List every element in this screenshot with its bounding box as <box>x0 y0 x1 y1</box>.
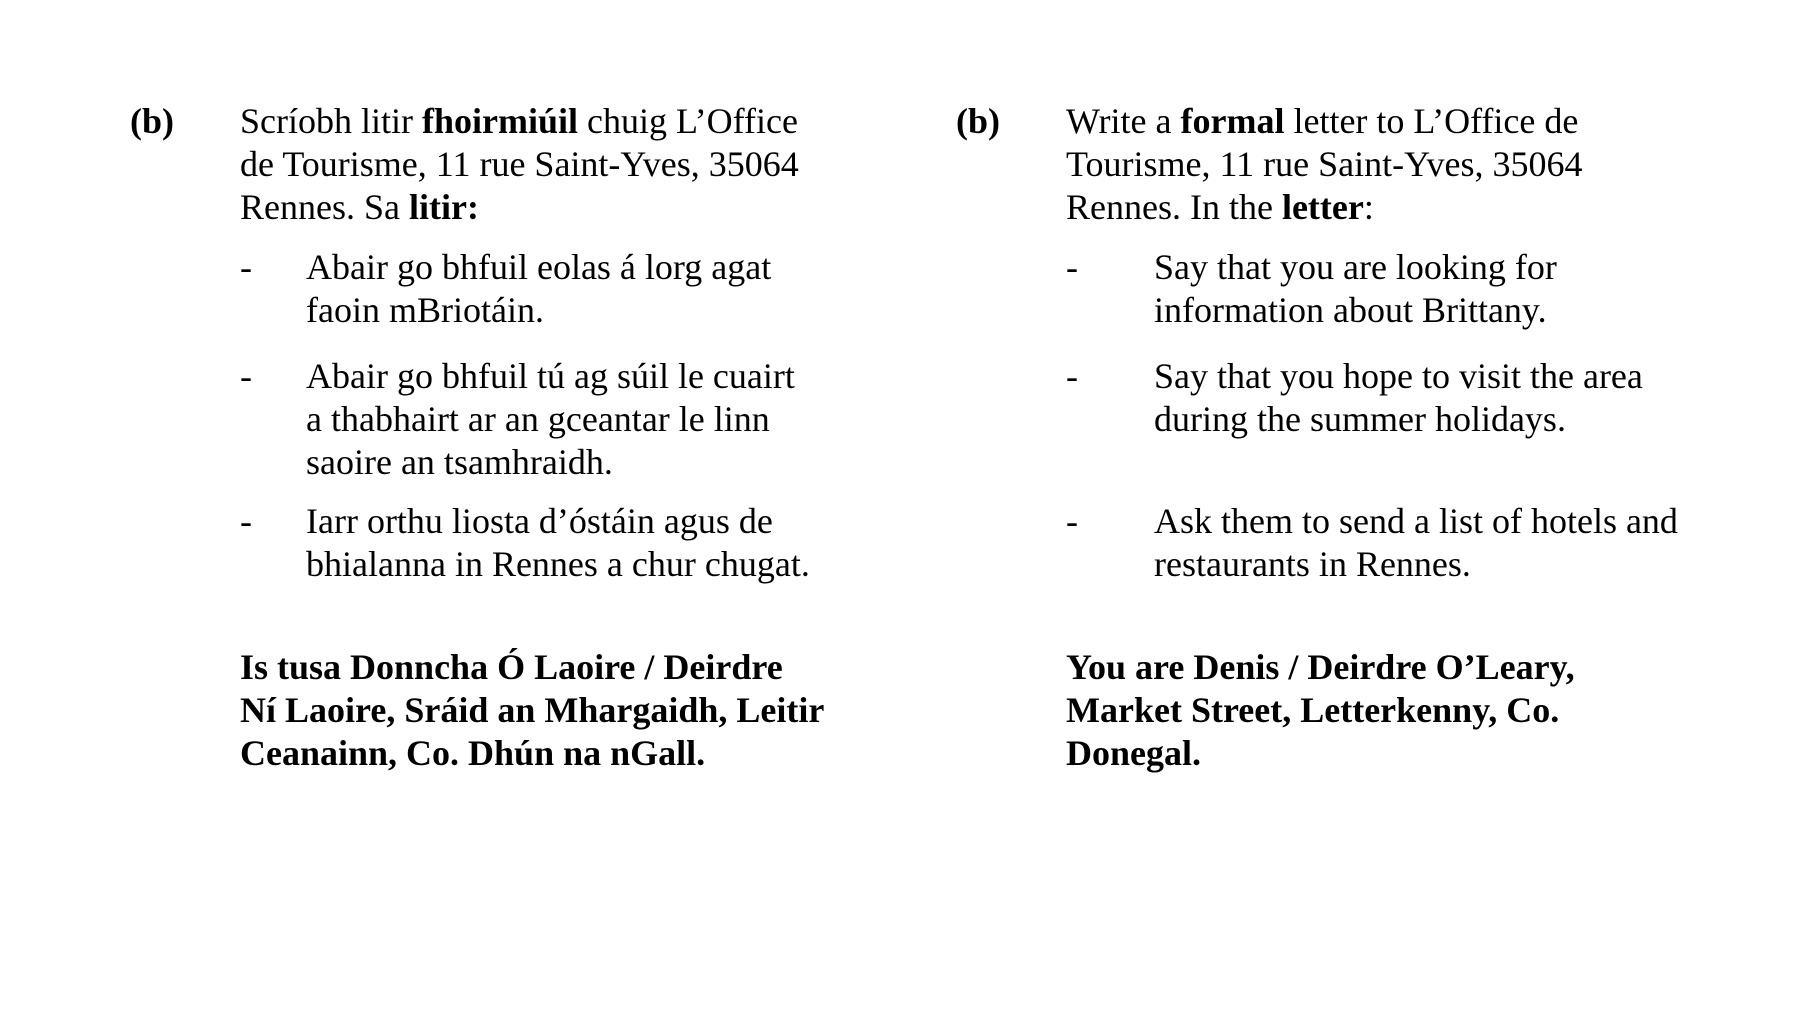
intro-text: chuig L’Office <box>578 101 798 141</box>
bullet-line: information about Brittany. <box>1154 290 1547 330</box>
closing-line: Market Street, Letterkenny, Co. <box>1066 690 1560 730</box>
intro-line <box>1066 186 1582 229</box>
bullet-line: Ask them to send a list of hotels and <box>1154 501 1678 541</box>
closing-line: You are Denis / Deirdre O’Leary, <box>1066 647 1575 687</box>
bullet-line: Say that you hope to visit the area <box>1154 356 1643 396</box>
intro-line <box>1066 100 1582 143</box>
intro-line <box>240 186 799 229</box>
intro-line <box>1066 143 1582 186</box>
bullet-text <box>1154 246 1557 332</box>
bullet-dash: - <box>1066 501 1078 541</box>
bullet-line: saoire an tsamhraidh. <box>306 442 613 482</box>
bullet-text <box>306 500 810 586</box>
closing-statement <box>240 646 824 775</box>
bullet-text <box>1154 355 1643 441</box>
intro-text: de Tourisme, 11 rue Saint-Yves, 35064 <box>240 144 799 184</box>
bullet-line: during the summer holidays. <box>1154 399 1566 439</box>
intro-text: Tourisme, 11 rue Saint-Yves, 35064 <box>1066 144 1583 184</box>
intro-emphasis: formal <box>1180 101 1285 141</box>
closing-line: Donegal. <box>1066 733 1201 773</box>
bullet-line: Abair go bhfuil tú ag súil le cuairt <box>306 356 795 396</box>
intro-text: Rennes. In the <box>1066 187 1282 227</box>
intro-emphasis: fhoirmiúil <box>422 101 579 141</box>
bullet-dash: - <box>240 501 252 541</box>
intro-line <box>240 100 799 143</box>
bullet-line: Say that you are looking for <box>1154 247 1557 287</box>
intro-text: letter to L’Office de <box>1284 101 1579 141</box>
closing-statement <box>1066 646 1575 775</box>
question-label: (b) <box>130 101 174 141</box>
intro-text: Write a <box>1066 101 1181 141</box>
intro-emphasis: letter <box>1281 187 1364 227</box>
question-label: (b) <box>956 101 1000 141</box>
bullet-text <box>306 355 795 484</box>
bullet-line: a thabhairt ar an gceantar le linn <box>306 399 770 439</box>
intro-emphasis: litir: <box>408 187 479 227</box>
question-intro <box>1066 100 1582 229</box>
bullet-line: Iarr orthu liosta d’óstáin agus de <box>306 501 773 541</box>
closing-line: Is tusa Donncha Ó Laoire / Deirdre <box>240 647 783 687</box>
bullet-line: restaurants in Rennes. <box>1154 544 1471 584</box>
bullet-line: bhialanna in Rennes a chur chugat. <box>306 544 810 584</box>
bullet-line: faoin mBriotáin. <box>306 290 544 330</box>
closing-line: Ní Laoire, Sráid an Mhargaidh, Leitir <box>240 690 825 730</box>
bullet-dash: - <box>240 247 252 287</box>
bullet-text <box>306 246 771 332</box>
intro-text: Scríobh litir <box>240 101 422 141</box>
bullet-line: Abair go bhfuil eolas á lorg agat <box>306 247 772 287</box>
question-intro <box>240 100 799 229</box>
bullet-text <box>1154 500 1678 586</box>
bullet-dash: - <box>240 356 252 396</box>
intro-line <box>240 143 799 186</box>
intro-text: Rennes. Sa <box>240 187 409 227</box>
bullet-dash: - <box>1066 356 1078 396</box>
bullet-dash: - <box>1066 247 1078 287</box>
intro-text: : <box>1363 187 1374 227</box>
closing-line: Ceanainn, Co. Dhún na nGall. <box>240 733 706 773</box>
